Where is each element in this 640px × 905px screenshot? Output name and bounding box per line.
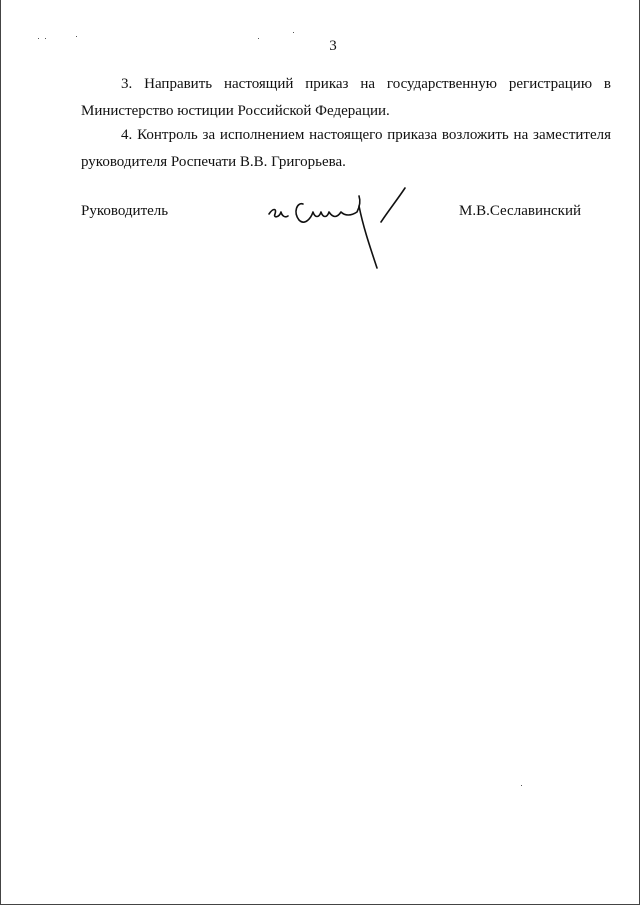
handwritten-signature xyxy=(263,182,413,272)
paragraph-3: 3. Направить настоящий приказ на государственную регистрацию в Министерство юстиции Российской Федерации. xyxy=(81,76,611,119)
signatory-title: Руководитель xyxy=(81,203,169,219)
scan-speck xyxy=(521,785,522,786)
signatory-name: М.В.Сеславинский xyxy=(459,203,581,219)
scan-speck xyxy=(76,36,77,37)
paragraph-4: 4. Контроль за исполнением настоящего приказа возложить на заместителя руководителя Роспечати В.В. Григорьева. xyxy=(81,127,611,170)
page-number: 3 xyxy=(329,38,337,54)
scan-speck xyxy=(293,32,294,33)
